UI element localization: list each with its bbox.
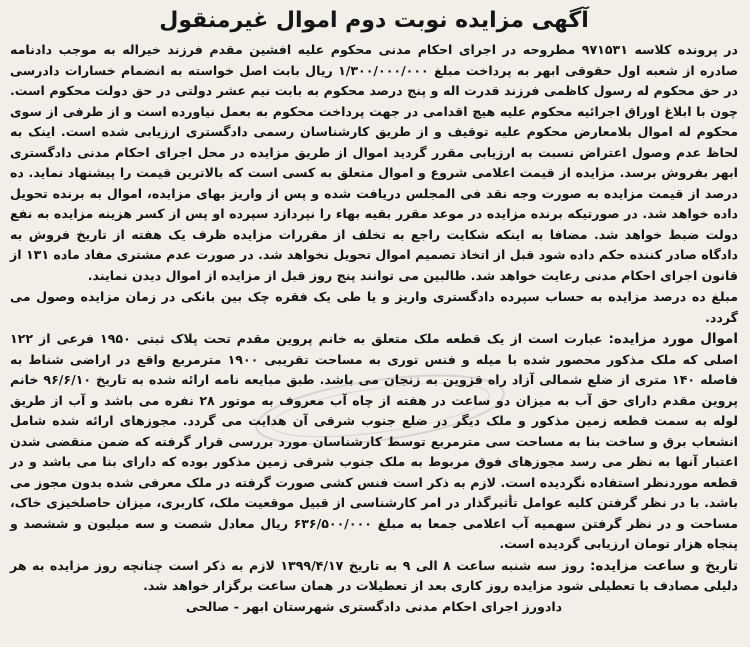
property-heading: اموال مورد مزایده: bbox=[608, 331, 738, 347]
notice-paragraph-property bbox=[10, 329, 738, 555]
signature-line: دادورز اجرای احکام مدنی دادگستری شهرستان ابهر - صالحی bbox=[185, 598, 563, 614]
property-text: عبارت است از یک قطعه ملک متعلق به خانم پروین مقدم تحت پلاک ثبتی ۱۹۵۰ فرعی از ۱۲۲ اصلی که ملک مذکور محصور شده با میله و فنس توری به مساحت تقریبی ۱۹۰۰ مترمربع واقع در اراضی شناط به فاصله ۱۴۰ متری از ضلع شمالی آزاد راه قزوین به زنجان می باشد. طبق مبایعه نامه ارائه شده به تاریخ ۹۶/۶/۱۰ خانم پروین مقدم دارای حق آب به میزان دو ساعت در هفته از چاه آب معروف به موتور ۲۸ نفره می باشد و آب از طریق لوله به سمت قطعه زمین مذکور و ملک دیگر در ضلع جنوب شرقی آن هدایت می گردد. مجوزهای ارائه شده شامل انشعاب برق و ساخت بنا به مساحت سی مترمربع توسط کارشناسان مورد بررسی قرار گرفته که ضمن منقضی شدن اعتبار آنها به نظر می رسد مجوزهای فوق مربوط به ملک جنوب شرقی زمین مذکور بوده که دارای بنا می باشد و در قطعه موردنظر استفاده نگردیده است. لازم به ذکر است فنس کشی صورت گرفته در ملک معرفی شده بدون مجوز می باشد. با در نظر گرفتن کلیه عوامل تأثیرگذار در امر کارشناسی از قبیل موقعیت ملک، کاربری، میزان حاصلخیزی خاک، مساحت و در نظر گرفتن سهمیه آب اعلامی جمعا به مبلغ ۶۳۶/۵۰۰/۰۰۰ ریال معادل شصت و سه میلیون و ششصد و پنجاه هزار تومان ارزیابی گردیده است. bbox=[10, 331, 739, 551]
notice-title: آگهی مزایده نوبت دوم اموال غیرمنقول bbox=[159, 8, 589, 33]
datetime-heading: تاریخ و ساعت مزایده: bbox=[590, 557, 739, 574]
notice-paragraph-deposit: مبلغ ده درصد مزایده به حساب سپرده دادگستری واریز و یا طی یک فقره چک بین بانکی در زمان مزایده وصول می گردد. bbox=[10, 289, 738, 325]
notice-paragraph-intro: در پرونده کلاسه ۹۷۱۵۳۱ مطروحه در اجرای احکام مدنی محکوم علیه افشین مقدم فرزند خیراله به موجب دادنامه صادره از شعبه اول حقوقی ابهر به پرداخت مبلغ ۱/۳۰۰/۰۰۰/۰۰۰ ریال بابت اصل خواسته به انضمام خسارات دادرسی در حق محکوم له رسول کاظمی فرزند قدرت اله و پنج درصد محکوم به بابت نیم عشر دولتی در حق دولت محکوم است. چون با ابلاغ اوراق اجرائیه محکوم علیه هیچ اقدامی در جهت پرداخت محکوم به بعمل نیاورده است و از طرفی از سوی محکوم له اموال بلامعارض محکوم علیه توقیف و از طریق کارشناسان رسمی دادگستری ارزیابی شده است. اینک به لحاظ عدم وصول اعتراض نسبت به ارزیابی مقرر گردید اموال از طریق مزایده در محل اجرای احکام مدنی دادگستری ابهر بفروش برسد. مزایده از قیمت اعلامی شروع و اموال متعلق به کسی است که بالاترین قیمت را پیشنهاد نماید. ده درصد از قیمت مزایده به صورت وجه نقد فی المجلس دریافت شده و پس از واریز بهای مزایده، اموال به برنده تحویل داده خواهد شد. در صورتیکه برنده مزایده در موعد مقرر بقیه بهاء را نپردازد سپرده او پس از کسر هزینه مزایده به نفع دولت ضبط خواهد شد. مضافا به اینکه شکایت راجع به تخلف از مقررات مزایده ظرف یک هفته از تاریخ فروش به دادگاه صادر کننده حکم داده شود قبل از اتخاذ تصمیم اموال تحویل نخواهد شد. در صورت عدم مشتری مفاد ماده ۱۳۱ از قانون اجرای احکام مدنی رعایت خواهد شد. طالبین می توانند پنج روز قبل از مزایده از اموال دیدن نمایند. bbox=[10, 42, 739, 283]
notice-paragraph-datetime bbox=[10, 556, 738, 597]
notice-body bbox=[10, 40, 738, 597]
datetime-text: روز سه شنبه ساعت ۸ الی ۹ به تاریخ ۱۳۹۹/۴/۱۷ لازم به ذکر است چنانچه روز مزایده به هر دلیلی مصادف با تعطیلی شود مزایده روز کاری بعد از تعطیلات در همان ساعت برگزار خواهد شد. bbox=[10, 557, 738, 593]
